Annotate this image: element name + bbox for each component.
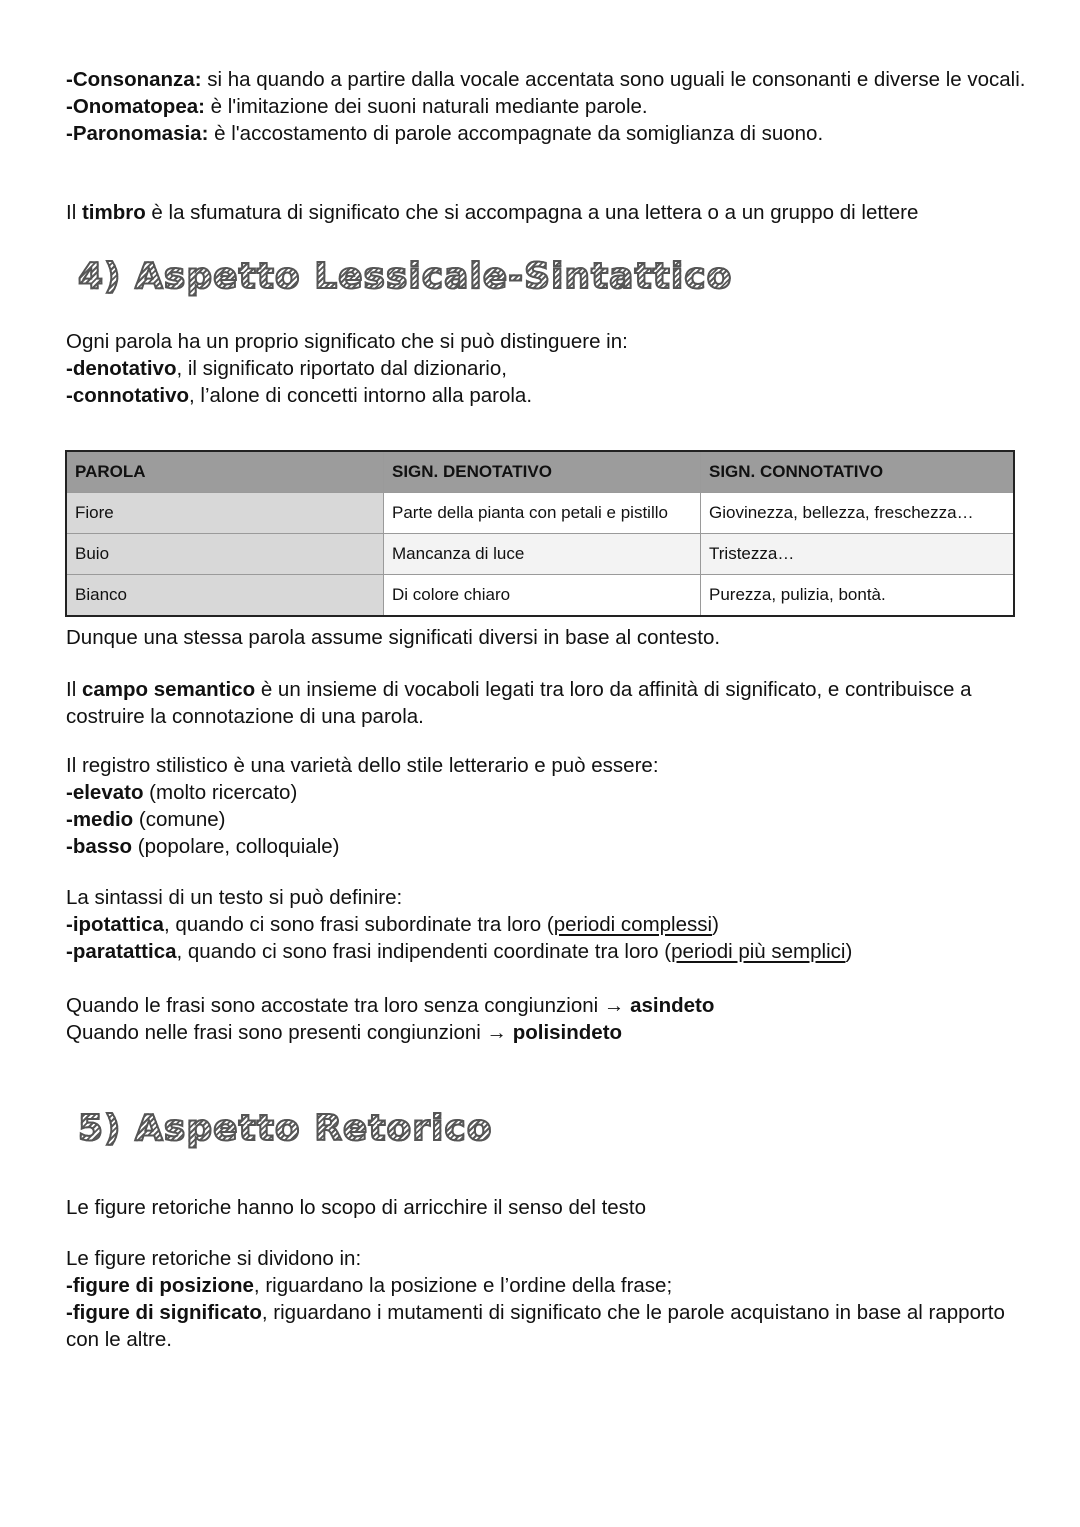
conjunction-paragraph <box>66 992 1026 1046</box>
meaning-intro: Ogni parola ha un proprio significato che si può distinguere in: -denotativo, il significato riportato dal dizionario, -connotativo, l’alone di concetti intorno alla parola. <box>66 328 1026 409</box>
dunque-paragraph: Dunque una stessa parola assume significati diversi in base al contesto. <box>66 626 721 649</box>
cell-connotative: Giovinezza, bellezza, freschezza… <box>701 493 1015 534</box>
section4-heading: 4) Aspetto Lessicale-Sintattico <box>78 256 733 297</box>
cell-word: Buio <box>66 534 384 575</box>
meaning-table <box>65 450 1015 617</box>
table-row <box>66 534 1014 575</box>
registro-paragraph: Il registro stilistico è una varietà dello stile letterario e può essere: -elevato (molto ricercato) -medio (comune) -basso (popolare, colloquiale) <box>66 752 1026 860</box>
registro-item: -medio (comune) <box>66 808 226 831</box>
section5-heading: 5) Aspetto Retorico <box>78 1108 493 1149</box>
table-header-row <box>66 451 1014 493</box>
registro-item: -elevato (molto ricercato) <box>66 781 298 804</box>
sound-figures <box>66 66 1026 147</box>
figure-significato-item: -figure di significato, riguardano i mutamenti di significato che le parole acquistano in base al rapporto con le altre. <box>66 1301 1005 1351</box>
asindeto-line: Quando le frasi sono accostate tra loro senza congiunzioni → asindeto <box>66 994 715 1017</box>
header-parola: PAROLA <box>66 451 384 493</box>
polisindeto-line: Quando nelle frasi sono presenti congiunzioni → polisindeto <box>66 1021 623 1044</box>
paronomasia-definition: -Paronomasia: è l'accostamento di parole accompagnate da somiglianza di suono. <box>66 122 824 145</box>
retorica-scopo: Le figure retoriche hanno lo scopo di arricchire il senso del testo <box>66 1196 647 1219</box>
timbro-paragraph: Il timbro è la sfumatura di significato che si accompagna a una lettera o a un gruppo di lettere <box>66 201 919 224</box>
registro-item: -basso (popolare, colloquiale) <box>66 835 340 858</box>
cell-denotative: Mancanza di luce <box>384 534 701 575</box>
campo-semantico-paragraph: Il campo semantico è un insieme di vocaboli legati tra loro da affinità di significato, e contribuisce a costruire la connotazione di una parola. <box>66 678 972 728</box>
table-row <box>66 575 1014 617</box>
header-denotativo: SIGN. DENOTATIVO <box>384 451 701 493</box>
denotativo-item: -denotativo, il significato riportato dal dizionario, <box>66 357 507 380</box>
cell-word: Bianco <box>66 575 384 617</box>
paratattica-item: -paratattica, quando ci sono frasi indipendenti coordinate tra loro (periodi più semplici) <box>66 940 853 963</box>
consonanza-definition: -Consonanza: si ha quando a partire dalla vocale accentata sono uguali le consonanti e diverse le vocali. <box>66 68 1026 91</box>
sintassi-paragraph: La sintassi di un testo si può definire: -ipotattica, quando ci sono frasi subordinate tra loro (periodi complessi) -paratattica, quando ci sono frasi indipendenti coordinate tra loro (periodi più semplici) <box>66 884 1026 965</box>
cell-word: Fiore <box>66 493 384 534</box>
ipotattica-item: -ipotattica, quando ci sono frasi subordinate tra loro (periodi complessi) <box>66 913 719 936</box>
connotativo-item: -connotativo, l’alone di concetti intorno alla parola. <box>66 384 533 407</box>
onomatopea-definition: -Onomatopea: è l'imitazione dei suoni naturali mediante parole. <box>66 95 648 118</box>
cell-denotative: Parte della pianta con petali e pistillo <box>384 493 701 534</box>
header-connotativo: SIGN. CONNOTATIVO <box>701 451 1015 493</box>
cell-connotative: Purezza, pulizia, bontà. <box>701 575 1015 617</box>
figure-posizione-item: -figure di posizione, riguardano la posizione e l’ordine della frase; <box>66 1274 673 1297</box>
cell-denotative: Di colore chiaro <box>384 575 701 617</box>
retorica-divisione: Le figure retoriche si dividono in: -figure di posizione, riguardano la posizione e l’ordine della frase; -figure di significato, riguardano i mutamenti di significato che le parole acquistano in base al rapporto con le altre. <box>66 1245 1026 1353</box>
cell-connotative: Tristezza… <box>701 534 1015 575</box>
table-row <box>66 493 1014 534</box>
